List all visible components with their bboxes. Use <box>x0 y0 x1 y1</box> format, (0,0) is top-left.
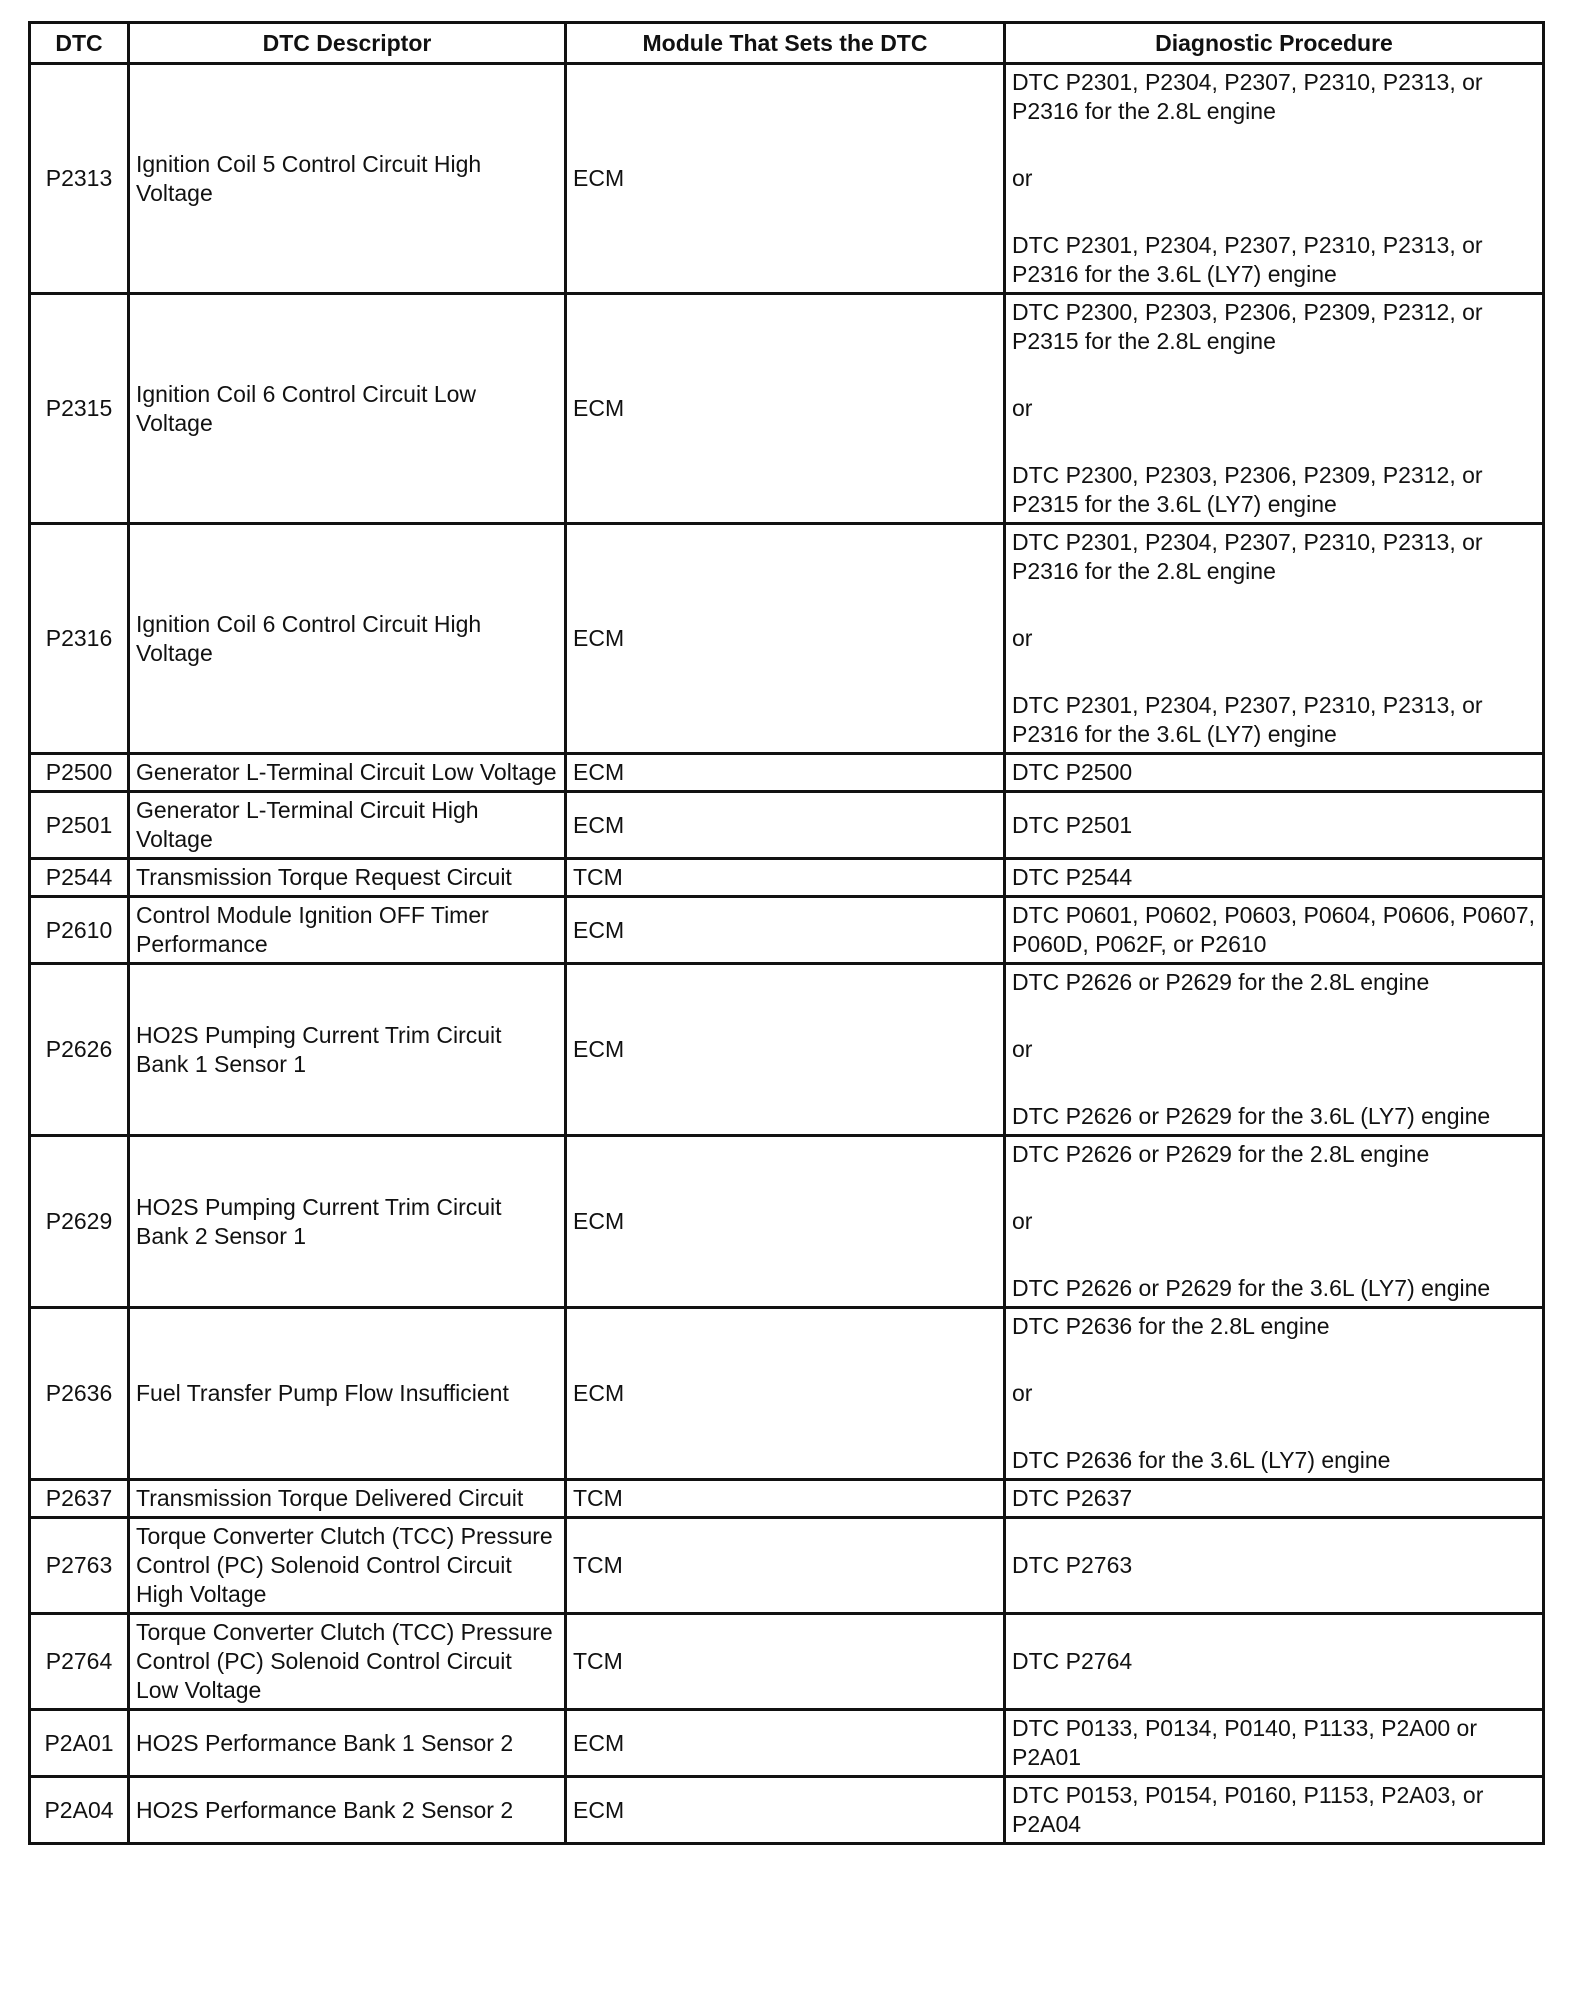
table-row <box>30 1518 1544 1614</box>
dtc-code-cell: P2629 <box>30 1136 129 1308</box>
module-cell: ECM <box>566 897 1005 964</box>
table-row <box>30 294 1544 524</box>
module-cell: ECM <box>566 294 1005 524</box>
dtc-code-cell: P2313 <box>30 64 129 294</box>
procedure-line: DTC P2636 for the 2.8L engine <box>1012 1313 1330 1339</box>
procedure-or-separator: or <box>1012 395 1033 421</box>
procedure-or-separator: or <box>1012 625 1033 651</box>
dtc-code-cell: P2637 <box>30 1480 129 1518</box>
diagnostic-procedure-cell <box>1005 859 1544 897</box>
table-row <box>30 1308 1544 1480</box>
module-cell: TCM <box>566 859 1005 897</box>
procedure-line: DTC P2300, P2303, P2306, P2309, P2312, or P2315 for the 3.6L (LY7) engine <box>1012 462 1483 517</box>
diagnostic-procedure-cell <box>1005 1777 1544 1844</box>
dtc-descriptor-cell: Ignition Coil 6 Control Circuit Low Voltage <box>129 294 566 524</box>
procedure-line: DTC P2300, P2303, P2306, P2309, P2312, or P2315 for the 2.8L engine <box>1012 299 1483 354</box>
dtc-table <box>28 21 1545 1845</box>
procedure-or-separator: or <box>1012 1208 1033 1234</box>
module-cell: ECM <box>566 1308 1005 1480</box>
diagnostic-procedure-cell <box>1005 792 1544 859</box>
dtc-descriptor-cell: Torque Converter Clutch (TCC) Pressure Control (PC) Solenoid Control Circuit Low Voltage <box>129 1614 566 1710</box>
dtc-descriptor-cell: HO2S Performance Bank 2 Sensor 2 <box>129 1777 566 1844</box>
dtc-descriptor-cell: Ignition Coil 5 Control Circuit High Voltage <box>129 64 566 294</box>
dtc-descriptor-cell: HO2S Pumping Current Trim Circuit Bank 1 Sensor 1 <box>129 964 566 1136</box>
module-cell: ECM <box>566 1136 1005 1308</box>
procedure-line: DTC P2544 <box>1012 864 1133 890</box>
module-cell: ECM <box>566 792 1005 859</box>
table-header <box>30 23 1544 64</box>
procedure-line: DTC P2626 or P2629 for the 3.6L (LY7) engine <box>1012 1103 1491 1129</box>
table-row <box>30 1614 1544 1710</box>
procedure-or-separator: or <box>1012 165 1033 191</box>
dtc-code-cell: P2763 <box>30 1518 129 1614</box>
dtc-code-cell: P2610 <box>30 897 129 964</box>
diagnostic-procedure-cell <box>1005 754 1544 792</box>
procedure-line: DTC P2636 for the 3.6L (LY7) engine <box>1012 1447 1391 1473</box>
diagnostic-procedure-cell <box>1005 1136 1544 1308</box>
procedure-line: DTC P2301, P2304, P2307, P2310, P2313, or P2316 for the 3.6L (LY7) engine <box>1012 692 1483 747</box>
diagnostic-procedure-cell <box>1005 1518 1544 1614</box>
table-row <box>30 792 1544 859</box>
dtc-descriptor-cell: HO2S Performance Bank 1 Sensor 2 <box>129 1710 566 1777</box>
dtc-code-cell: P2315 <box>30 294 129 524</box>
procedure-line: DTC P2637 <box>1012 1485 1133 1511</box>
procedure-or-separator: or <box>1012 1036 1033 1062</box>
dtc-code-cell: P2626 <box>30 964 129 1136</box>
header-module: Module That Sets the DTC <box>566 23 1005 64</box>
procedure-line: DTC P2763 <box>1012 1552 1133 1578</box>
module-cell: ECM <box>566 1710 1005 1777</box>
procedure-line: DTC P2764 <box>1012 1648 1133 1674</box>
table-row <box>30 859 1544 897</box>
module-cell: ECM <box>566 1777 1005 1844</box>
module-cell: TCM <box>566 1614 1005 1710</box>
module-cell: TCM <box>566 1480 1005 1518</box>
table-row <box>30 1710 1544 1777</box>
dtc-descriptor-cell: HO2S Pumping Current Trim Circuit Bank 2 Sensor 1 <box>129 1136 566 1308</box>
dtc-code-cell: P2501 <box>30 792 129 859</box>
procedure-line: DTC P2626 or P2629 for the 2.8L engine <box>1012 1141 1430 1167</box>
dtc-descriptor-cell: Ignition Coil 6 Control Circuit High Voltage <box>129 524 566 754</box>
diagnostic-procedure-cell <box>1005 1614 1544 1710</box>
module-cell: ECM <box>566 524 1005 754</box>
table-body <box>30 64 1544 1844</box>
dtc-code-cell: P2544 <box>30 859 129 897</box>
procedure-line: DTC P0133, P0134, P0140, P1133, P2A00 or P2A01 <box>1012 1715 1477 1770</box>
dtc-code-cell: P2316 <box>30 524 129 754</box>
procedure-line: DTC P2501 <box>1012 811 1133 838</box>
dtc-descriptor-cell: Generator L-Terminal Circuit High Voltage <box>129 792 566 859</box>
diagnostic-procedure-cell <box>1005 1480 1544 1518</box>
dtc-code-cell: P2764 <box>30 1614 129 1710</box>
procedure-line: DTC P2626 or P2629 for the 2.8L engine <box>1012 969 1430 995</box>
procedure-or-separator: or <box>1012 1380 1033 1406</box>
header-row <box>30 23 1544 64</box>
table-row <box>30 897 1544 964</box>
module-cell: ECM <box>566 754 1005 792</box>
module-cell: ECM <box>566 964 1005 1136</box>
header-dtc: DTC <box>30 23 129 64</box>
dtc-descriptor-cell: Transmission Torque Delivered Circuit <box>129 1480 566 1518</box>
table-row <box>30 1136 1544 1308</box>
table-row <box>30 64 1544 294</box>
module-cell: ECM <box>566 64 1005 294</box>
diagnostic-procedure-cell <box>1005 897 1544 964</box>
table-row <box>30 1777 1544 1844</box>
procedure-line: DTC P2301, P2304, P2307, P2310, P2313, or P2316 for the 3.6L (LY7) engine <box>1012 232 1483 287</box>
procedure-line: DTC P0601, P0602, P0603, P0604, P0606, P0607, P060D, P062F, or P2610 <box>1012 902 1535 957</box>
dtc-descriptor-cell: Control Module Ignition OFF Timer Performance <box>129 897 566 964</box>
dtc-descriptor-cell: Torque Converter Clutch (TCC) Pressure Control (PC) Solenoid Control Circuit High Voltage <box>129 1518 566 1614</box>
diagnostic-procedure-cell <box>1005 64 1544 294</box>
procedure-line: DTC P2301, P2304, P2307, P2310, P2313, or P2316 for the 2.8L engine <box>1012 69 1483 124</box>
diagnostic-procedure-cell <box>1005 1710 1544 1777</box>
diagnostic-procedure-cell <box>1005 294 1544 524</box>
procedure-line: DTC P0153, P0154, P0160, P1153, P2A03, or P2A04 <box>1012 1782 1484 1837</box>
table-row <box>30 1480 1544 1518</box>
procedure-line: DTC P2500 <box>1012 759 1133 785</box>
module-cell: TCM <box>566 1518 1005 1614</box>
procedure-line: DTC P2626 or P2629 for the 3.6L (LY7) engine <box>1012 1275 1491 1301</box>
diagnostic-procedure-cell <box>1005 964 1544 1136</box>
dtc-descriptor-cell: Transmission Torque Request Circuit <box>129 859 566 897</box>
dtc-code-cell: P2A01 <box>30 1710 129 1777</box>
dtc-code-cell: P2636 <box>30 1308 129 1480</box>
diagnostic-procedure-cell <box>1005 1308 1544 1480</box>
table-row <box>30 524 1544 754</box>
procedure-line: DTC P2301, P2304, P2307, P2310, P2313, or P2316 for the 2.8L engine <box>1012 529 1483 584</box>
table-row <box>30 964 1544 1136</box>
table-row <box>30 754 1544 792</box>
header-descriptor: DTC Descriptor <box>129 23 566 64</box>
dtc-descriptor-cell: Fuel Transfer Pump Flow Insufficient <box>129 1308 566 1480</box>
diagnostic-procedure-cell <box>1005 524 1544 754</box>
header-procedure: Diagnostic Procedure <box>1005 23 1544 64</box>
dtc-code-cell: P2500 <box>30 754 129 792</box>
dtc-code-cell: P2A04 <box>30 1777 129 1844</box>
dtc-descriptor-cell: Generator L-Terminal Circuit Low Voltage <box>129 754 566 792</box>
